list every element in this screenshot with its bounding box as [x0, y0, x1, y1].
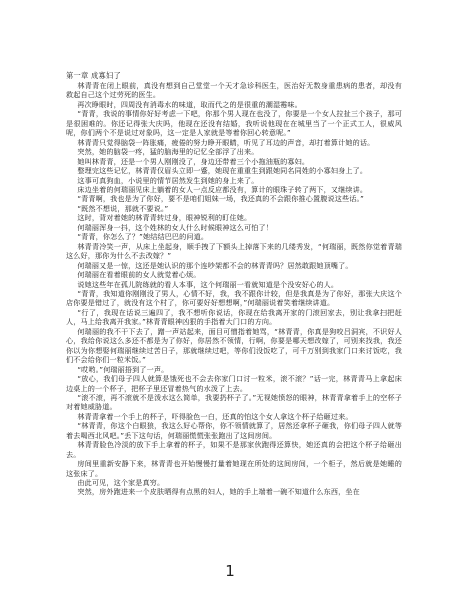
paragraph: 何瑞丽又是一惊，这还是她认识的那个连吵架都不会的林青青吗？居然敢跟她顶嘴了。: [77, 260, 353, 270]
chapter-title: 第一章 成寡妇了: [66, 71, 121, 80]
paragraph: 林青青在闭上眼前，真没有想到自己堂堂一个天才急诊科医生，医治好无数身重患病的患者，却没有救起自己这个过劳死的医生。: [66, 81, 402, 100]
paragraph: 突然，她的脑袋一疼，猛的脑海里的记忆全部浮了出来。: [77, 147, 259, 157]
paragraph: 林青青脸色冷淡的放下手上拿着的杯子，如果不是那家伙跑得还算快，她还真的会把这个杯子给砸出去。: [66, 440, 402, 459]
paragraph: “哎哟。”何瑞丽捂到了一声。: [77, 364, 169, 374]
paragraph: 林青青拿着一个手上的杯子，吓得脸色一白，还真的怕这个女人拿这个杯子给砸过来。: [77, 411, 353, 421]
paragraph: 由此可见，这个家是真穷。: [77, 478, 165, 488]
paragraph: 房间里重新安静下来，林青青也开始慢慢打量着她现在所处的这间房间，一个柜子，然后就是她睡的这张床了。: [66, 459, 402, 478]
paragraph: 说她这些年在孤儿院练就的看人本事，这个何瑞丽一看就知道是个没安好心的人。: [77, 279, 339, 289]
paragraph: 再次睁眼时，四周没有消毒水的味道，取而代之的是很重的潮湿霉味。: [77, 99, 302, 109]
paragraph: “既然不想说，那就不要说。”: [77, 203, 169, 213]
paragraph: 这事可真狗血，小说里的情节居然发生到她的身上来了。: [77, 175, 259, 185]
paragraph: 何瑞丽在看着眼前的女人就觉着心烦。: [77, 270, 201, 280]
paragraph: “青青，我知道你刚刚没了男人，心情不好，我，我不跟你计较，但是我真是为了你好，那张大庆这个店你要是错过了，就没有这个村了，你可要好好想想啊，”何瑞丽说着笑着继续讲道。: [66, 288, 402, 308]
paragraph: 床边坐着的何瑞丽见床上躺着的女人一点反应都没有，算计的眼珠子转了两下，又继续讲。: [77, 184, 368, 194]
paragraph: 何瑞丽浑身一抖，这个姓林的女人什么时候眼神这么可怕了！: [77, 222, 273, 232]
paragraph: 这时，背对着她的林青青转过身，眼神锐利的盯住她。: [77, 213, 252, 223]
paragraph: 突然，房外跑进来一个皮肤晒得有点黑的妇人，她的手上端着一碗不知道什么东西，坐在: [77, 487, 360, 497]
paragraph: “青青啊，我也是为了你好，要不是咱们姐妹一场，我还真的不会跟你推心置腹说这些话。”: [77, 194, 364, 204]
paragraph: 林青青只觉得脑袋一阵胀痛，疲倦的努力睁开眼睛，听见了耳边的声音，却打着算计她的话。: [77, 137, 375, 147]
paragraph: “放心，我们母子四人就算是饿死也不会去你家门口讨一粒米，滚不滚？”话一完，林青青马上拿起床边桌上的一个杯子，把杯子里还冒着热气的水泼了上去。: [66, 374, 402, 393]
paragraph: “滚不滚，再不滚就不是泼水这么简单，我要扔杯子了。”无视她愤怒的眼神，林青青拿着手上的空杯子对着她威胁道。: [66, 392, 402, 412]
paragraph: 何瑞丽的我不干下去了，蹭一声站起来，面目可憎指着她骂，“林青青，你真是狗咬吕洞宾，不识好人心，我给你说这么多还不都是为了你好，你居然不领情，行啊，你要是哪天想改嫁了，可别来找我，我还你以为你想娶何瑞丽继续过苦日子，那就继续过吧，等你们没饭吃了，可千万别到我家门口来讨饭吃，我们不会给你们一粒米饭。”: [66, 326, 402, 365]
document-body: [66, 71, 402, 497]
paragraph: “林青青，你这个白眼狼，我这么好心帮你，你不领情就算了，居然还拿杯子砸我，你们母子四人就等着去喝西北风吧。”丢下这句话，何瑞丽慌慌张张跑出了这间房间。: [66, 421, 402, 440]
paragraph: “青青，我说的事情你好好考虑一下吧，你那个男人现在也没了，你要是一个女人拉扯三个孩子，那可是很困难的。你还记得张大庆吗，他现在还没有结婚，我听说他现在在城里当了一个正式工人，很威风呢，你们两个不是说过对象吗，这一定是人家就是等着你回心转意呢。”: [66, 109, 402, 138]
paragraph: “青青，你怎么了？”她结结巴巴的问道。: [77, 232, 209, 242]
paragraph: 林青青冷笑一声，从床上坐起身，顺手拽了下额头上掉落下来的几缕秀发，“何瑞丽，既然你觉着青瑞这么好，那你为什么不去改嫁？”: [66, 241, 402, 261]
paragraph-list: [66, 81, 402, 497]
paragraph: “行了，我现在话说三遍四了，我不想听你说话，你现在给我离开家的门滚回家去，别让我拿扫把赶人，马上给我离开我家。”林青青眼神凶狠的手指着大门口的方向。: [66, 307, 402, 327]
page-number: 1: [225, 562, 235, 580]
paragraph: 整理完这些记忆，林青青仅眉头立即一蹙，她现在重重生到跟她同名同姓的小寡妇身上了。: [77, 166, 368, 176]
paragraph: 她叫林青青，还是一个男人刚刚没了，身边还带着三个小拖油瓶的寡妇。: [77, 156, 310, 166]
